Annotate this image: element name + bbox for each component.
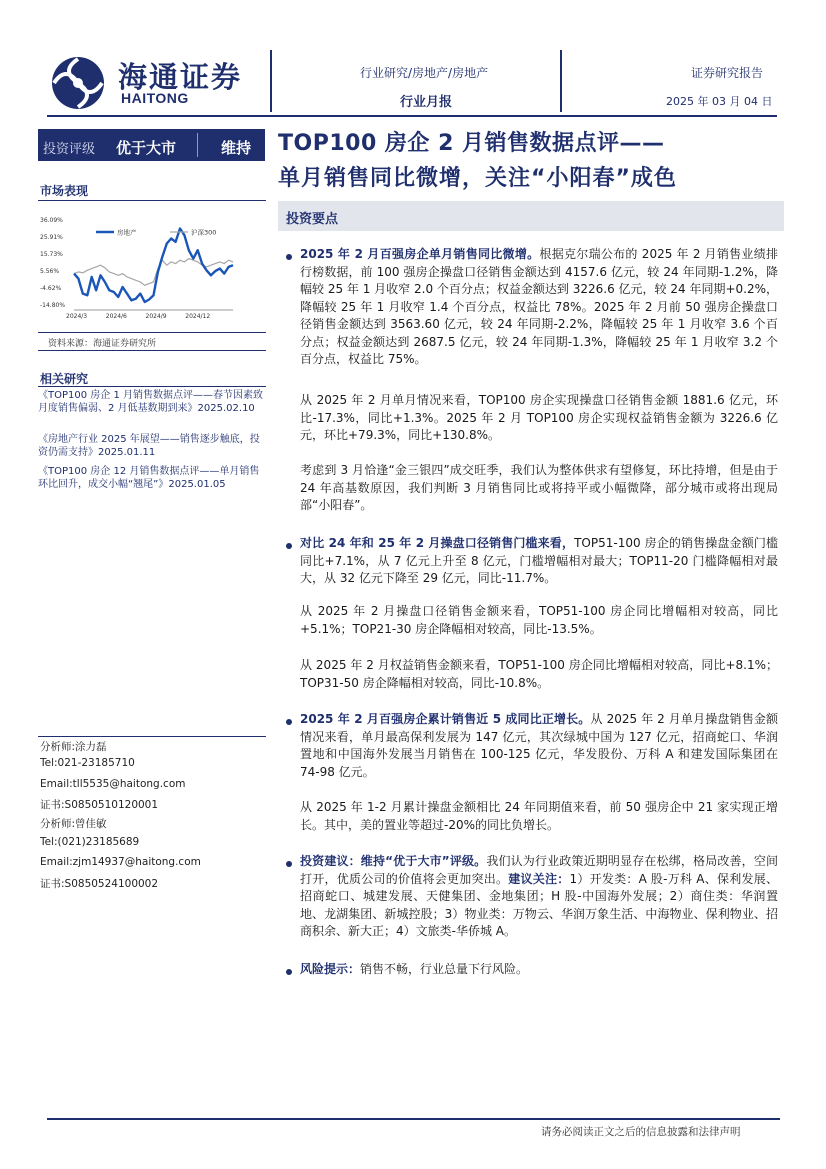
analyst-tel: Tel:(021)23185689	[40, 836, 140, 848]
header-divider	[270, 50, 272, 112]
analyst-email[interactable]: Email:zjm14937@haitong.com	[40, 856, 201, 868]
brand-name-cn: 海通证券	[118, 60, 243, 94]
x-tick-label: 2024/12	[185, 313, 211, 320]
rating-value: 优于大市	[116, 139, 177, 157]
footer-rule	[47, 1118, 780, 1120]
rating-status: 维持	[221, 139, 252, 157]
analyst-name: 分析师:曾佳敏	[40, 818, 107, 830]
bullet-icon	[286, 719, 292, 725]
body-paragraph: 对比 24 年和 25 年 2 月操盘口径销售门槛来看，TOP51-100 房企的销售操盘金额门槛同比+7.1%，从 7 亿元上升至 8 亿元，门槛增幅相对最大；TOP11-20 门槛降幅相对最大，从 32 亿元下降至 29 亿元，同比-11.7%。	[300, 536, 778, 585]
x-tick-label: 2024/6	[105, 313, 127, 320]
body-paragraph: 风险提示：销售不畅，行业总量下行风险。	[300, 962, 529, 976]
report-type: 证券研究报告	[691, 66, 764, 80]
body-paragraph: 投资建议：维持“优于大市”评级。我们认为行业政策近期明显存在松绑，格局改善，空间打开，优质公司的价值将会更加突出。建议关注：1）开发类：A 股-万科 A、保利发展、招商蛇口、城建发展、天健集团、金地集团；H 股-中国海外发展；2）商住类：华润置地、龙湖集团、新城控股；3）物业类：万物云、华润万象生活、中海物业、保利物业、招商积余、新大正；4）文旅类-华侨城 A。	[300, 854, 778, 938]
bullet-icon	[286, 969, 292, 975]
haitong-logo-icon	[48, 55, 108, 111]
body-paragraph: 2025 年 2 月百强房企单月销售同比微增。根据克尔瑞公布的 2025 年 2 月销售业绩排行榜数据，前 100 强房企操盘口径销售金额达到 4157.6 亿元，较 24 年同期-1.2%，降幅较 25 年 1 月收窄 2.0 个百分点；权益金额达到 3226.6 亿元，较 24 年同期+0.2%，降幅较 25 年 1 月收窄 1.4 个百分点，权益比 78%。2025 年 2 月前 50 强房企操盘口径销售金额达到 3563.60 亿元，较 24 年同期-2.2%，降幅较 25 年 1 月收窄 3.6 个百分点；权益金额达到 2687.5 亿元，较 24 年同期-1.3%，降幅较 25 年 1 月收窄 3.2 个百分点，权益比 75%。	[300, 247, 778, 366]
analyst-cert: 证书:S0850524100002	[40, 878, 159, 890]
key-points-label: 投资要点	[286, 212, 339, 227]
bullet-icon	[286, 543, 292, 549]
report-category: 行业研究/房地产/房地产	[360, 66, 489, 80]
bullet-icon	[286, 861, 292, 867]
report-title-line1: TOP100 房企 2 月销售数据点评——	[278, 131, 665, 156]
related-report-link[interactable]: 《TOP100 房企 12 月销售数据点评——单月销售环比回升，成交小幅“翘尾”》2025.01.05	[38, 466, 260, 490]
x-tick-label: 2024/3	[66, 313, 88, 320]
y-tick-label: -4.62%	[40, 284, 62, 292]
report-date: 2025 年 03 月 04 日	[666, 95, 773, 108]
analyst-tel: Tel:021-23185710	[40, 757, 135, 769]
body-paragraph: 2025 年 2 月百强房企累计销售近 5 成同比正增长。从 2025 年 2 月单月操盘销售金额情况来看，单月最高保利发展为 147 亿元，其次绿城中国为 127 亿元，招商蛇口、华润置地和中国海外发展当月销售在 100-125 亿元，华发股份、万科 A 和建发国际集团在 74-98 亿元。	[300, 712, 778, 779]
analyst-email[interactable]: Email:tll5535@haitong.com	[40, 778, 186, 790]
analyst-cert: 证书:S0850510120001	[40, 799, 159, 811]
x-tick-label: 2024/9	[145, 313, 167, 320]
body-paragraph: 从 2025 年 2 月权益销售金额来看，TOP51-100 房企同比增幅相对较高，同比+8.1%；TOP31-50 房企降幅相对较高，同比-10.8%。	[300, 658, 778, 690]
report-title-line2: 单月销售同比微增，关注“小阳春”成色	[278, 166, 677, 191]
market-heading: 市场表现	[40, 184, 89, 198]
chart-source: 资料来源：海通证券研究所	[48, 339, 157, 349]
brand-name-en: HAITONG	[121, 90, 189, 106]
legend-label: 房地产	[117, 228, 137, 237]
source-rule	[38, 350, 266, 351]
body-paragraph: 考虑到 3 月恰逢“金三银四”成交旺季，我们认为整体供求有望修复，环比持增，但是由于 24 年高基数原因，我们判断 3 月销售同比或将持平或小幅微降，部分城市或将出现局部“小阳春”。	[300, 463, 778, 512]
y-tick-label: -14.80%	[40, 302, 66, 309]
analyst-rule	[38, 736, 266, 737]
y-tick-label: 25.91%	[40, 234, 63, 242]
bullet-icon	[286, 254, 292, 260]
y-tick-label: 15.73%	[40, 251, 63, 259]
analyst-name: 分析师:涂力磊	[40, 741, 107, 753]
related-report-link[interactable]: 《TOP100 房企 1 月销售数据点评——春节因素致月度销售偏弱、2 月低基数期到来》2025.02.10	[38, 390, 263, 414]
related-heading: 相关研究	[40, 372, 89, 386]
body-paragraph: 从 2025 年 2 月单月情况来看，TOP100 房企实现操盘口径销售金额 1881.6 亿元，环比-17.3%，同比+1.3%。2025 年 2 月 TOP100 房企实现权益销售金额为 3226.6 亿元，环比+79.3%，同比+130.8%。	[300, 393, 778, 442]
rating-divider	[197, 133, 198, 157]
market-heading-rule	[38, 200, 266, 201]
footer-disclaimer[interactable]: 请务必阅读正文之后的信息披露和法律声明	[541, 1126, 741, 1138]
body-paragraph: 从 2025 年 2 月操盘口径销售金额来看，TOP51-100 房企同比增幅相对较高，同比+5.1%；TOP21-30 房企降幅相对较高，同比-13.5%。	[300, 604, 778, 636]
market-performance-chart	[38, 212, 266, 330]
key-points-banner	[278, 201, 784, 231]
header-rule	[47, 115, 777, 117]
related-heading-rule	[38, 386, 266, 387]
related-report-link[interactable]: 《房地产行业 2025 年展望——销售逐步触底，投资仍需支持》2025.01.11	[38, 434, 260, 458]
rating-label: 投资评级	[43, 142, 96, 157]
body-paragraph: 从 2025 年 1-2 月累计操盘金额相比 24 年同期值来看，前 50 强房企中 21 家实现正增长。其中，美的置业等超过-20%的同比负增长。	[300, 800, 778, 832]
header-divider	[560, 50, 562, 112]
y-tick-label: 5.56%	[40, 267, 60, 275]
legend-label: 沪深300	[191, 228, 217, 237]
y-tick-label: 36.09%	[40, 217, 63, 224]
report-doc-type: 行业月报	[400, 95, 453, 110]
chart-bottom-rule	[38, 332, 266, 333]
